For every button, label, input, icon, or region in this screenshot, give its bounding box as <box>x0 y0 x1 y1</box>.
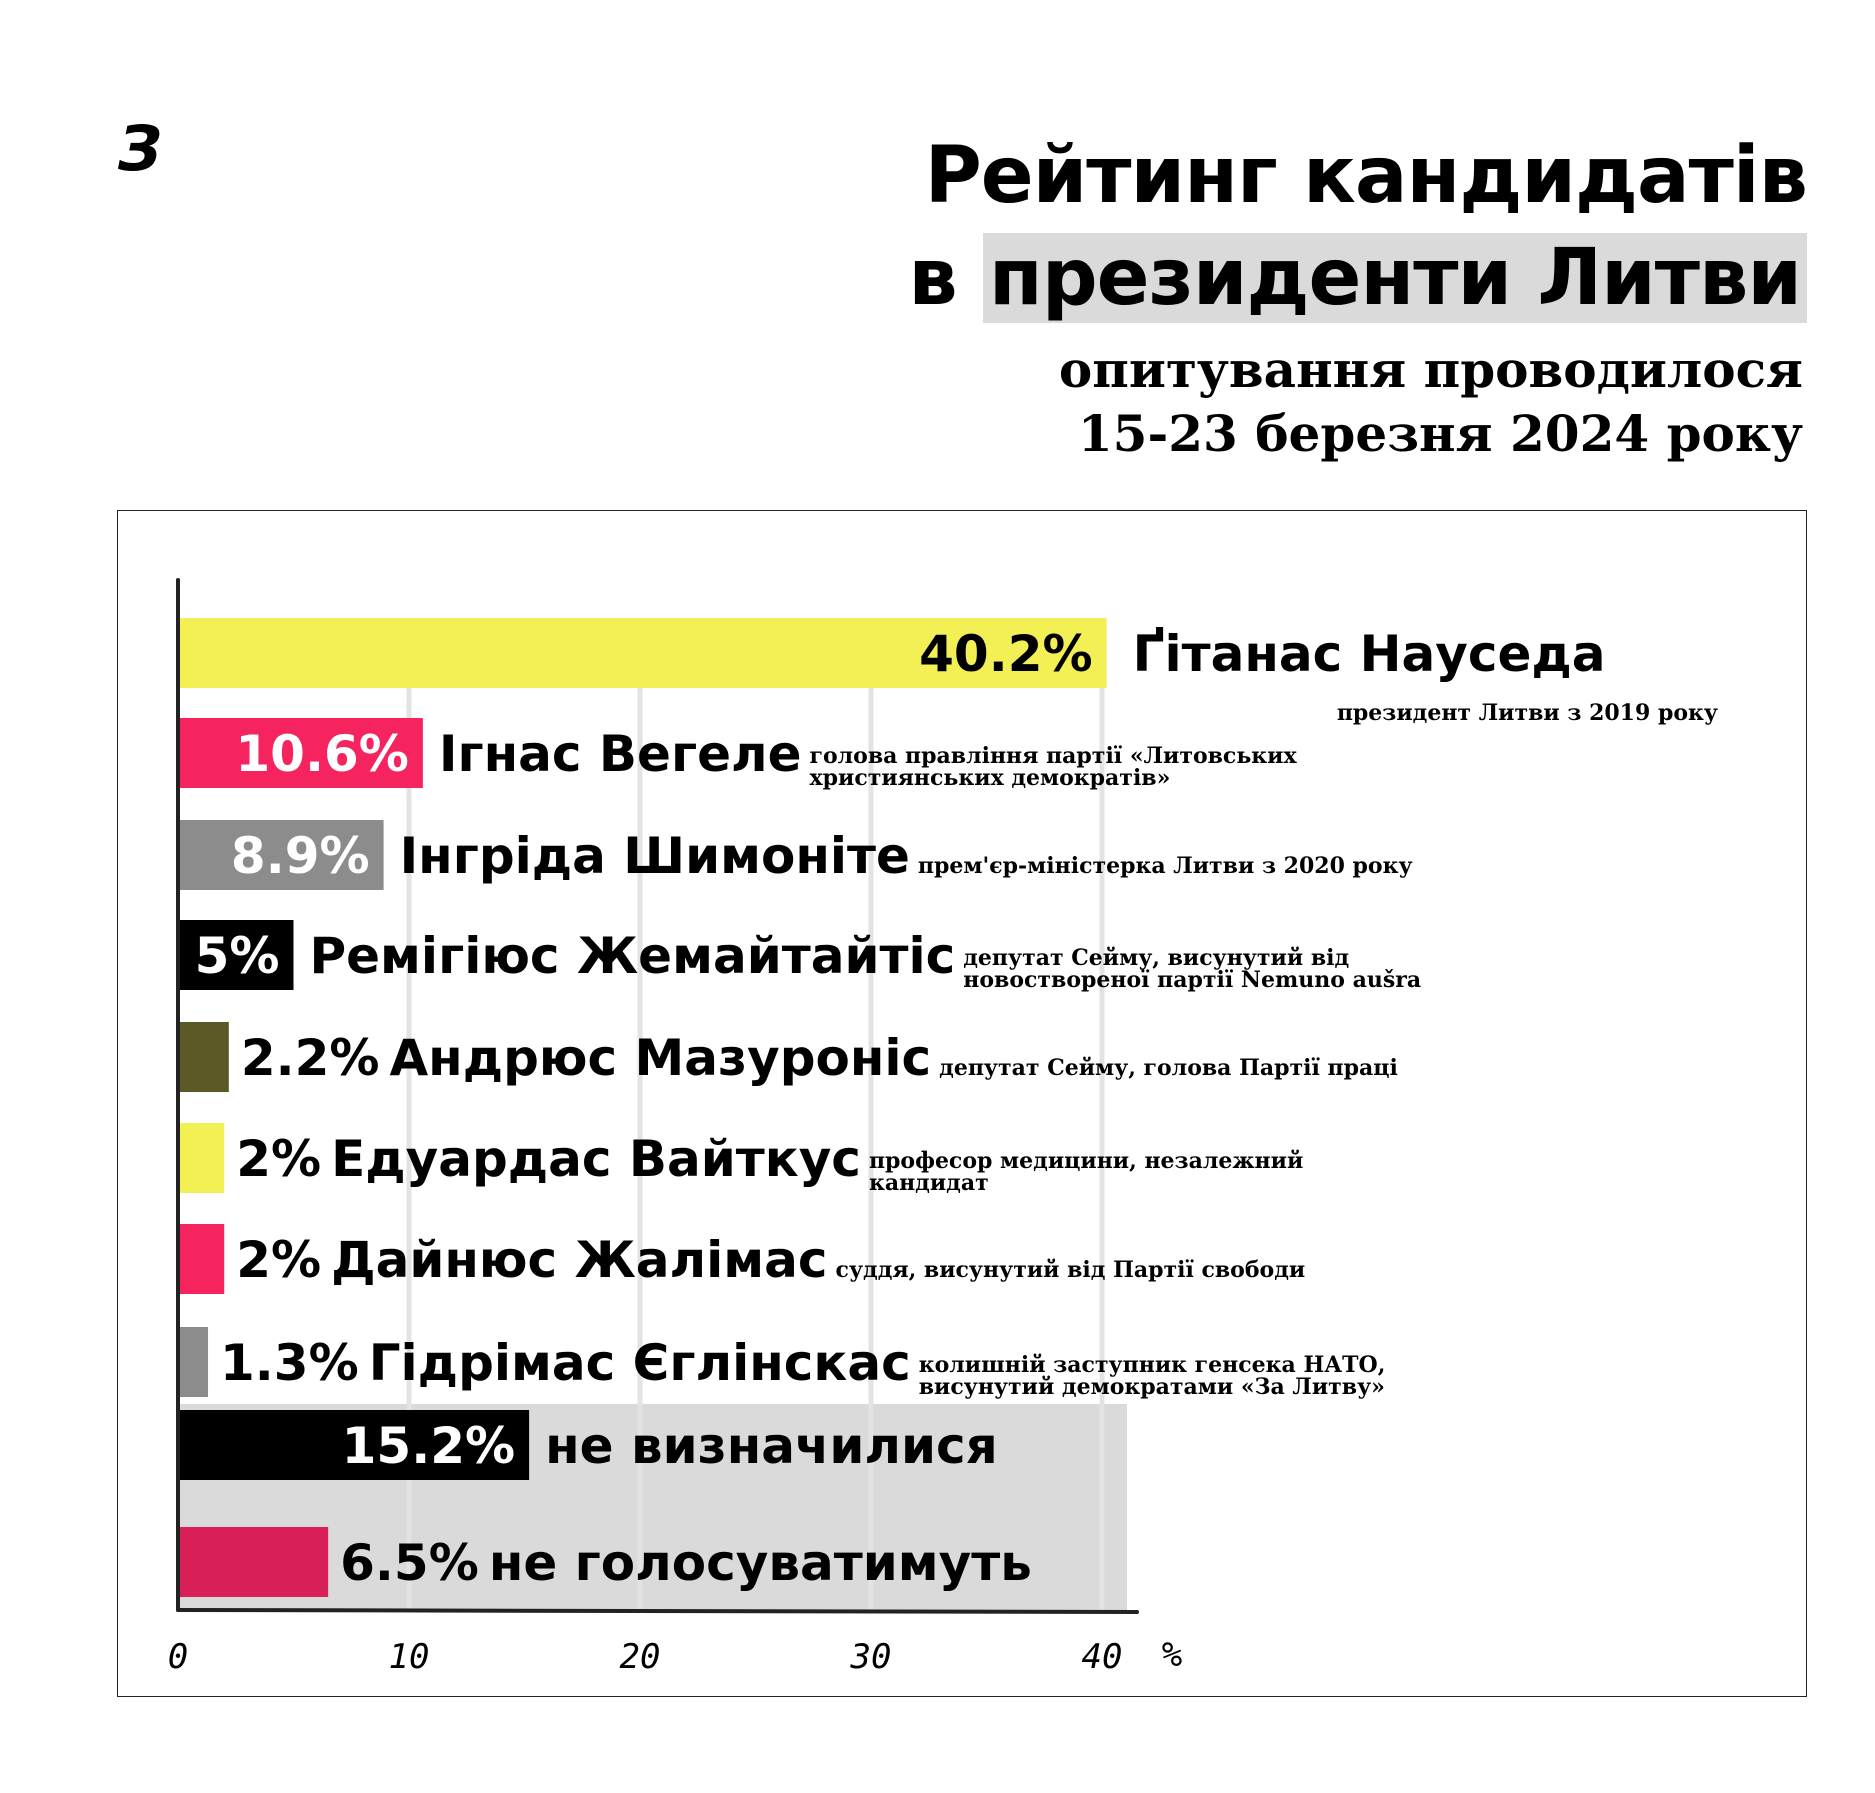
candidate-name-2: Ігнас Вегеле <box>438 725 802 783</box>
candidate-desc-7: суддя, висунутий від Партії свободи <box>835 1257 1306 1283</box>
candidate-desc-6: професор медицини, незалежний <box>868 1148 1304 1174</box>
candidate-name-8: Гідрімас Єглінскас <box>368 1334 911 1392</box>
tick-label-40: 40 <box>1081 1637 1123 1677</box>
candidate-name-10: не голосуватимуть <box>488 1534 1032 1592</box>
title-highlight: президенти Литви <box>983 233 1807 323</box>
candidate-name-1: Ґітанас Науседа <box>1132 625 1606 683</box>
candidate-desc-1: президент Литви з 2019 року <box>1336 700 1718 726</box>
data-label-8: 1.3% <box>220 1334 359 1392</box>
bar-6 <box>178 1123 224 1193</box>
data-label-5: 2.2% <box>240 1029 380 1087</box>
bar-5 <box>178 1022 229 1092</box>
data-label-4: 5% <box>194 927 280 985</box>
bar-8 <box>178 1327 208 1397</box>
data-label-3: 8.9% <box>230 827 370 885</box>
candidate-name-7: Дайнюс Жалімас <box>331 1231 828 1289</box>
x-axis <box>178 1610 1137 1612</box>
candidate-name-5: Андрюс Мазуроніс <box>389 1029 932 1087</box>
bar-10 <box>178 1527 328 1597</box>
candidate-name-3: Інгріда Шимоніте <box>399 827 910 885</box>
tick-label-30: 30 <box>850 1637 892 1677</box>
candidate-desc-2-2: християнських демократів» <box>809 765 1171 791</box>
candidate-desc-8: колишній заступник генсека НАТО, <box>918 1352 1386 1378</box>
data-label-9: 15.2% <box>341 1417 516 1475</box>
data-label-2: 10.6% <box>235 725 409 783</box>
tick-label-10: 10 <box>388 1637 430 1677</box>
data-label-1: 40.2% <box>919 625 1093 683</box>
data-label-10: 6.5% <box>340 1534 479 1592</box>
subtitle-line-1: опитування проводилося <box>1058 340 1803 399</box>
data-label-6: 2% <box>236 1130 322 1188</box>
candidate-desc-4: депутат Сейму, висунутий від <box>963 945 1350 971</box>
candidate-desc-8-2: висунутий демократами «За Литву» <box>918 1374 1385 1400</box>
candidate-name-6: Едуардас Вайткус <box>331 1130 861 1188</box>
tick-label-0: 0 <box>167 1637 189 1677</box>
logo: З <box>118 112 163 185</box>
title-prefix: в <box>908 233 957 323</box>
subtitle-line-2: 15-23 березня 2024 року <box>1077 404 1803 463</box>
candidate-desc-6-2: кандидат <box>868 1170 989 1196</box>
candidate-desc-2: голова правління партії «Литовських <box>809 743 1297 769</box>
axis-unit: % <box>1161 1635 1183 1675</box>
candidate-desc-4-2: новоствореної партії Nemuno aušra <box>963 967 1422 993</box>
title-line-1: Рейтинг кандидатів <box>924 131 1807 221</box>
bar-7 <box>178 1224 224 1294</box>
candidate-desc-5: депутат Сейму, голова Партії праці <box>939 1055 1398 1081</box>
candidate-name-9: не визначилися <box>545 1417 998 1475</box>
data-label-7: 2% <box>236 1231 322 1289</box>
tick-label-20: 20 <box>619 1637 661 1677</box>
candidate-desc-3: прем'єр-міністерка Литви з 2020 року <box>917 853 1413 879</box>
candidate-name-4: Ремігіюс Жемайтайтіс <box>309 927 956 985</box>
